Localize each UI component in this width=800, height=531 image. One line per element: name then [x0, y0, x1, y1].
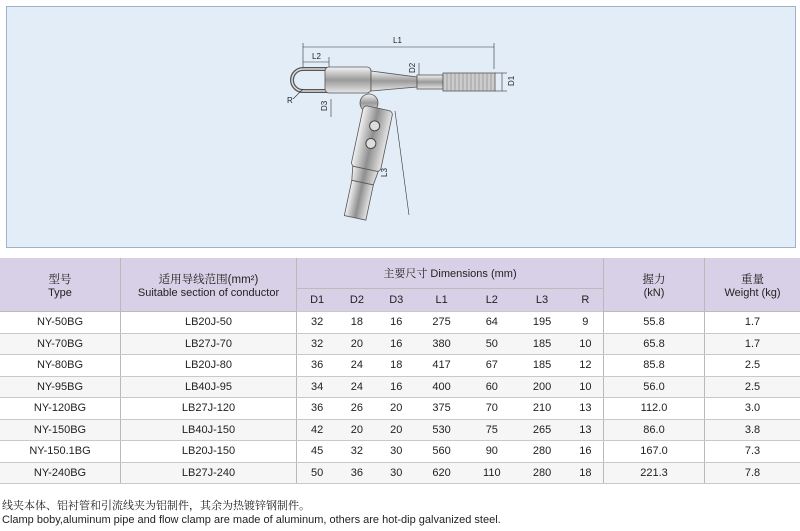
cell-d1: 32 — [297, 333, 338, 355]
cell-weight: 1.7 — [705, 312, 800, 334]
cell-l3: 195 — [516, 312, 567, 334]
cell-l1: 560 — [416, 441, 467, 463]
technical-drawing-panel — [6, 6, 796, 248]
clamp-body — [325, 67, 371, 93]
cell-r: 13 — [568, 398, 604, 420]
cell-r: 10 — [568, 376, 604, 398]
cell-l2: 70 — [467, 398, 516, 420]
cell-l1: 417 — [416, 355, 467, 377]
cell-l2: 64 — [467, 312, 516, 334]
cell-r: 12 — [568, 355, 604, 377]
cell-l3: 280 — [516, 441, 567, 463]
cell-r: 16 — [568, 441, 604, 463]
cell-l1: 400 — [416, 376, 467, 398]
cell-force: 85.8 — [604, 355, 705, 377]
cell-type: NY-240BG — [0, 462, 121, 484]
cell-l3: 210 — [516, 398, 567, 420]
cell-force: 221.3 — [604, 462, 705, 484]
table-row — [0, 312, 800, 334]
specification-table — [0, 258, 800, 484]
cell-d1: 50 — [297, 462, 338, 484]
cell-d3: 16 — [377, 312, 416, 334]
cell-r: 13 — [568, 419, 604, 441]
cell-section: LB20J-80 — [121, 355, 297, 377]
label-l3: L3 — [380, 168, 389, 177]
note-chinese: 线夹本体、铝衬管和引流线夹为铝制件，其余为热镀锌钢制件。 — [2, 500, 310, 512]
cell-l2: 90 — [467, 441, 516, 463]
cell-d1: 36 — [297, 398, 338, 420]
cell-l2: 50 — [467, 333, 516, 355]
header-section: 适用导线范围(mm²) Suitable section of conductor — [121, 258, 297, 312]
cell-d1: 45 — [297, 441, 338, 463]
cell-l3: 280 — [516, 462, 567, 484]
cell-d2: 24 — [337, 376, 376, 398]
cell-weight: 7.3 — [705, 441, 800, 463]
cell-type: NY-95BG — [0, 376, 121, 398]
cell-section: LB40J-95 — [121, 376, 297, 398]
header-r: R — [568, 289, 604, 312]
header-l3: L3 — [516, 289, 567, 312]
clamp-eye — [292, 69, 327, 91]
cell-l3: 265 — [516, 419, 567, 441]
cell-l2: 75 — [467, 419, 516, 441]
cell-d1: 36 — [297, 355, 338, 377]
cell-section: LB27J-120 — [121, 398, 297, 420]
cell-force: 65.8 — [604, 333, 705, 355]
cell-l3: 200 — [516, 376, 567, 398]
cell-section: LB20J-150 — [121, 441, 297, 463]
cell-weight: 7.8 — [705, 462, 800, 484]
label-d3: D3 — [320, 100, 329, 111]
cell-d2: 20 — [337, 333, 376, 355]
label-l2: L2 — [312, 52, 321, 61]
cell-type: NY-80BG — [0, 355, 121, 377]
cell-force: 112.0 — [604, 398, 705, 420]
cell-force: 56.0 — [604, 376, 705, 398]
flow-clamp — [340, 105, 393, 221]
header-weight: 重量 Weight (kg) — [705, 258, 800, 312]
cell-type: NY-120BG — [0, 398, 121, 420]
cell-type: NY-70BG — [0, 333, 121, 355]
cell-type: NY-150BG — [0, 419, 121, 441]
header-d2: D2 — [337, 289, 376, 312]
cell-d2: 20 — [337, 419, 376, 441]
cell-d3: 20 — [377, 398, 416, 420]
cell-section: LB40J-150 — [121, 419, 297, 441]
label-l1: L1 — [393, 36, 402, 45]
cell-d2: 18 — [337, 312, 376, 334]
cell-d2: 24 — [337, 355, 376, 377]
dim-line-l3 — [395, 111, 409, 215]
cell-d1: 32 — [297, 312, 338, 334]
cell-d2: 36 — [337, 462, 376, 484]
cell-type: NY-50BG — [0, 312, 121, 334]
cell-l1: 530 — [416, 419, 467, 441]
cell-d3: 16 — [377, 376, 416, 398]
cell-l2: 60 — [467, 376, 516, 398]
header-l2: L2 — [467, 289, 516, 312]
header-type: 型号 Type — [0, 258, 121, 312]
label-r: R — [287, 96, 293, 105]
table-row — [0, 462, 800, 484]
cell-d3: 20 — [377, 419, 416, 441]
cell-l1: 275 — [416, 312, 467, 334]
table-row — [0, 355, 800, 377]
label-d1: D1 — [507, 75, 516, 86]
header-d1: D1 — [297, 289, 338, 312]
cell-r: 10 — [568, 333, 604, 355]
cell-section: LB27J-70 — [121, 333, 297, 355]
cell-l1: 375 — [416, 398, 467, 420]
cell-l2: 110 — [467, 462, 516, 484]
cell-l3: 185 — [516, 333, 567, 355]
cell-d1: 42 — [297, 419, 338, 441]
cell-weight: 3.8 — [705, 419, 800, 441]
table-row — [0, 376, 800, 398]
cell-weight: 2.5 — [705, 376, 800, 398]
cell-weight: 3.0 — [705, 398, 800, 420]
cell-d1: 34 — [297, 376, 338, 398]
cell-l1: 620 — [416, 462, 467, 484]
table-row — [0, 441, 800, 463]
cell-d3: 18 — [377, 355, 416, 377]
clamp-drawing — [7, 7, 795, 247]
cell-d2: 26 — [337, 398, 376, 420]
cell-d3: 30 — [377, 441, 416, 463]
table-row — [0, 398, 800, 420]
table-row — [0, 333, 800, 355]
table-header-row — [0, 258, 800, 289]
note-english: Clamp boby,aluminum pipe and flow clamp are made of aluminum, others are hot-dip galvanized steel. — [2, 514, 501, 526]
cell-r: 18 — [568, 462, 604, 484]
cell-weight: 1.7 — [705, 333, 800, 355]
cell-l2: 67 — [467, 355, 516, 377]
header-d3: D3 — [377, 289, 416, 312]
cell-section: LB27J-240 — [121, 462, 297, 484]
header-l1: L1 — [416, 289, 467, 312]
header-force: 握力 (kN) — [604, 258, 705, 312]
cell-weight: 2.5 — [705, 355, 800, 377]
cell-section: LB20J-50 — [121, 312, 297, 334]
cell-d3: 30 — [377, 462, 416, 484]
cell-l3: 185 — [516, 355, 567, 377]
label-d2: D2 — [408, 62, 417, 73]
table-row — [0, 419, 800, 441]
cell-r: 9 — [568, 312, 604, 334]
cell-type: NY-150.1BG — [0, 441, 121, 463]
cell-force: 167.0 — [604, 441, 705, 463]
cell-force: 55.8 — [604, 312, 705, 334]
cell-d3: 16 — [377, 333, 416, 355]
header-dimensions: 主要尺寸 Dimensions (mm) — [297, 258, 604, 289]
cell-l1: 380 — [416, 333, 467, 355]
cell-d2: 32 — [337, 441, 376, 463]
cell-force: 86.0 — [604, 419, 705, 441]
